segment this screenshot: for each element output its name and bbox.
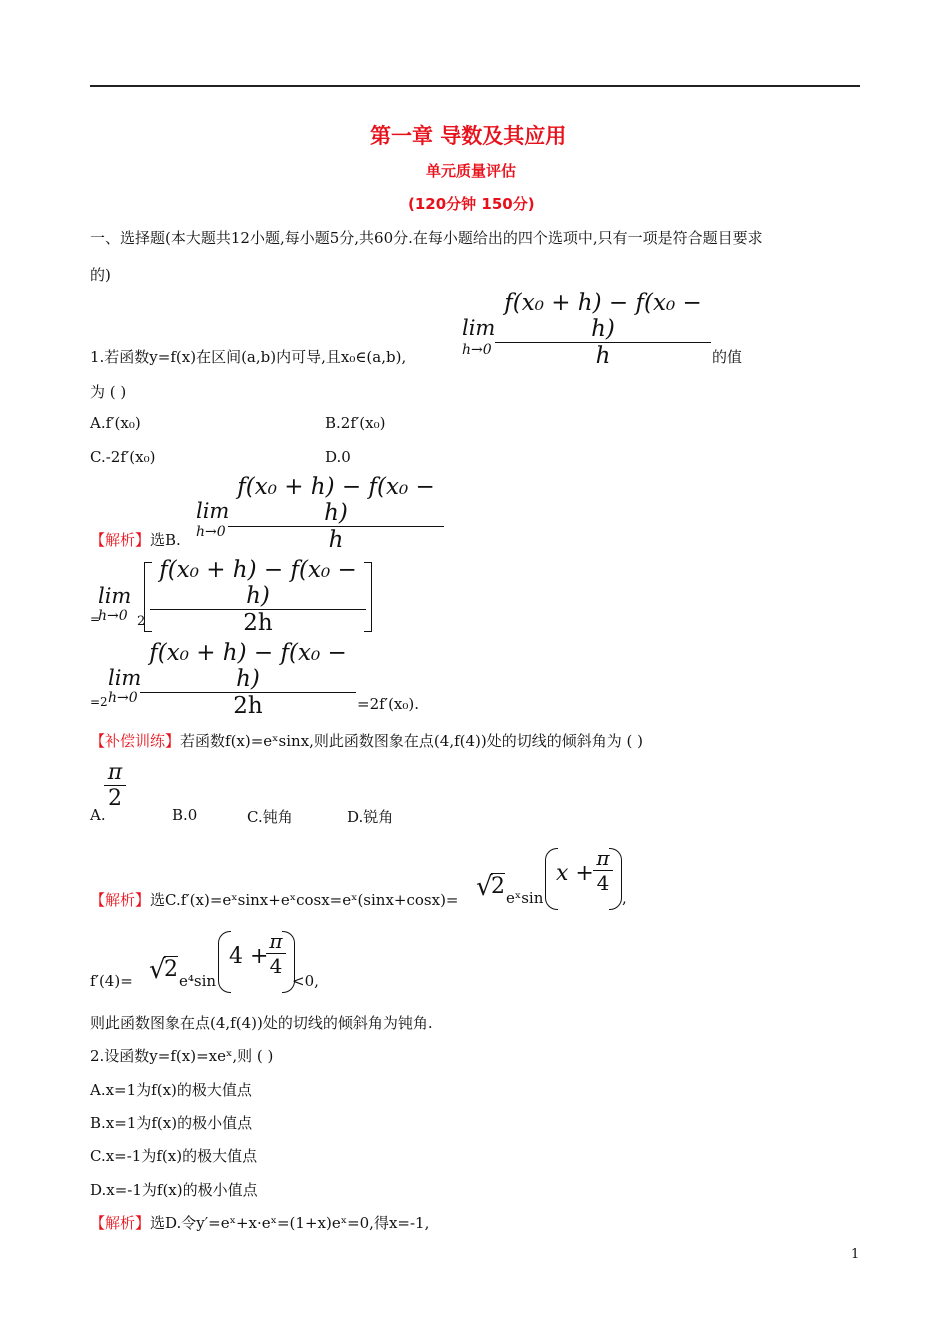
pi-symbol: π <box>107 760 123 785</box>
q1-option-d: D.0 <box>325 448 351 466</box>
supplement-lt0: <0, <box>292 972 319 990</box>
fraction-four: 4 <box>596 871 610 895</box>
q2-option-c: C.x=-1为f(x)的极大值点 <box>90 1147 258 1165</box>
pi-symbol-2: π <box>596 846 610 870</box>
pi-symbol-3: π <box>269 929 283 953</box>
supplement-stem-text: 若函数f(x)=eˣsinx,则此函数图象在点(4,f(4))处的切线的倾斜角为 ( ) <box>180 732 643 750</box>
supplement-tag: 【补偿训练】 <box>90 732 181 750</box>
time-score: (120分钟 150分) <box>408 195 535 213</box>
sqrt-radicand-2: 2 <box>164 957 178 982</box>
chapter-title: 第一章 导数及其应用 <box>370 124 567 148</box>
supplement-analysis-tag: 【解析】 <box>90 891 151 909</box>
q1-step3-denominator: 2h <box>233 693 263 719</box>
q1-lim: lim <box>462 316 496 340</box>
q1-step2-coef: 2 <box>137 614 146 629</box>
q1-analysis-lim: lim <box>196 499 230 523</box>
q1-analysis <box>90 529 181 550</box>
q1-numerator: f(x₀ + h) − f(x₀ − h) <box>504 290 702 342</box>
q2-option-b: B.x=1为f(x)的极小值点 <box>90 1114 253 1132</box>
supplement-analysis-text: 选C.f′(x)=eˣsinx+eˣcosx=eˣ(sinx+cosx)= <box>150 891 459 909</box>
q2-stem: 2.设函数y=f(x)=xeˣ,则 ( ) <box>90 1047 274 1065</box>
q1-step3-lim-sub: h→0 <box>108 690 138 706</box>
section-intro-line1: 一、选择题(本大题共12小题,每小题5分,共60分.在每小题给出的四个选项中,只有一项是符合题目要求 <box>90 229 763 247</box>
q1-step3-eq: =2 <box>90 695 108 709</box>
sqrt-radicand: 2 <box>491 874 505 899</box>
page-number: 1 <box>851 1247 860 1262</box>
q1-analysis-denominator: h <box>328 527 344 553</box>
supplement-stem <box>90 730 643 751</box>
q1-stem: 1.若函数y=f(x)在区间(a,b)内可导,且x₀∈(a,b), <box>90 348 407 366</box>
q2-analysis-tag: 【解析】 <box>90 1214 151 1232</box>
q1-option-c: C.-2f′(x₀) <box>90 448 156 466</box>
q1-analysis-text: 选B. <box>150 531 181 549</box>
q2-option-d: D.x=-1为f(x)的极小值点 <box>90 1181 258 1199</box>
q2-analysis-text: 选D.令y′=eˣ+x·eˣ=(1+x)eˣ=0,得x=-1, <box>150 1214 430 1232</box>
q1-option-b: B.2f′(x₀) <box>325 414 386 432</box>
fraction-four-2: 4 <box>269 954 283 978</box>
q1-analysis-lim-sub: h→0 <box>196 524 226 540</box>
q1-denominator: h <box>595 343 611 369</box>
q1-analysis-fraction <box>228 474 444 553</box>
section-intro-line2: 的) <box>90 266 111 284</box>
subtitle: 单元质量评估 <box>426 162 517 180</box>
supplement-comma: , <box>622 889 627 907</box>
q1-step3-result: =2f′(x₀). <box>357 695 420 713</box>
q1-step2-lim: lim <box>98 584 132 608</box>
sqrt-icon-2: √ <box>149 955 166 985</box>
q1-step2-denominator: 2h <box>243 610 273 636</box>
q1-analysis-tag: 【解析】 <box>90 531 151 549</box>
q1-step2-fraction <box>150 557 366 636</box>
supplement-option-b: B.0 <box>172 806 198 824</box>
q1-step2-bracket-right <box>364 562 372 632</box>
q2-option-a: A.x=1为f(x)的极大值点 <box>90 1081 252 1099</box>
supplement-conclusion: 则此函数图象在点(4,f(4))处的切线的倾斜角为钝角. <box>90 1014 433 1032</box>
paren-right <box>609 848 622 910</box>
supplement-option-d: D.锐角 <box>347 808 394 826</box>
supplement-esin: eˣsin <box>506 889 544 907</box>
supplement-analysis <box>90 889 459 910</box>
q1-option-a: A.f′(x₀) <box>90 414 141 432</box>
q1-step3-fraction <box>140 640 356 719</box>
q1-step3-numerator: f(x₀ + h) − f(x₀ − h) <box>149 640 347 692</box>
supplement-option-a: A. <box>90 806 106 824</box>
sqrt-icon: √ <box>476 872 493 902</box>
q1-analysis-numerator: f(x₀ + h) − f(x₀ − h) <box>237 474 435 526</box>
supplement-e4sin: e⁴sin <box>179 972 217 990</box>
q1-stem-line2: 为 ( ) <box>90 383 127 401</box>
fraction-two: 2 <box>108 786 122 811</box>
supplement-option-a-fraction <box>104 760 126 811</box>
supplement-line2-prefix: f′(4)= <box>90 972 133 990</box>
supplement-option-c: C.钝角 <box>247 808 293 826</box>
paren-content-x: x + <box>556 861 594 886</box>
q1-stem-after: 的值 <box>712 348 743 366</box>
q1-step2-numerator: f(x₀ + h) − f(x₀ − h) <box>159 557 357 609</box>
paren-content-4: 4 + <box>229 944 269 969</box>
q1-step2-eq: = <box>90 612 101 626</box>
q2-analysis <box>90 1212 429 1233</box>
q1-step3-lim: lim <box>108 666 142 690</box>
q1-step2-lim-sub: h→0 <box>98 608 128 624</box>
q1-fraction <box>495 290 711 369</box>
q1-lim-sub: h→0 <box>462 342 492 358</box>
header-rule <box>90 85 860 87</box>
